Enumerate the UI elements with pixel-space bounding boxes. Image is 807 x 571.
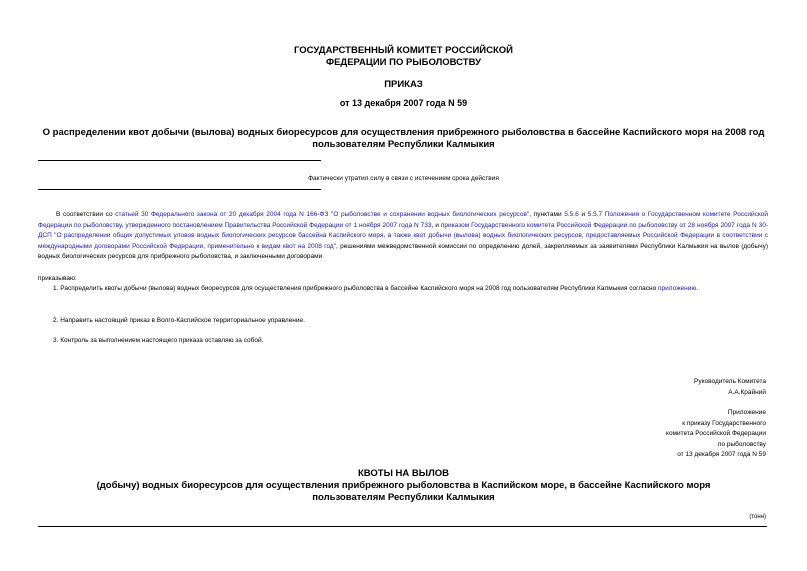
appendix-line-5: от 13 декабря 2007 года N 59 bbox=[677, 451, 766, 458]
item-1-end: . bbox=[696, 285, 699, 292]
unit-label: (тонн) bbox=[749, 514, 766, 520]
document-title: О распределении квот добычи (вылова) водных биоресурсов для осуществления прибрежного рыболовства в бассейне Каспийского моря на 2008 год пользователям Республики Калмыкия bbox=[42, 127, 765, 150]
divider-top bbox=[38, 160, 321, 161]
appendix-link[interactable]: приложению bbox=[658, 285, 697, 292]
quota-title bbox=[80, 468, 727, 504]
appendix-line-1: Приложение bbox=[727, 409, 766, 416]
divider-bottom bbox=[38, 189, 321, 190]
agency-line-1: ГОСУДАРСТВЕННЫЙ КОМИТЕТ РОССИЙСКОЙ bbox=[293, 45, 514, 56]
committee-order-link[interactable]: приказом Государственного комитета Российской Федерации по рыболовству от 28 ноября 2007 года N 30-ДСП "О распределении общих допустимых уловов водных биологических ресурсов бассейна Каспийского моря, а также квот добычи (вылова) водных биологических ресурсов, предоставляемых Российской Федерации в соответствии с международными договорами Российской Федерации, применительно к видам квот на 2008 год" bbox=[38, 221, 768, 250]
agency-line-2: ФЕДЕРАЦИИ ПО РЫБОЛОВСТВУ bbox=[325, 57, 481, 68]
appendix-line-3: комитета Российской Федерации bbox=[666, 430, 766, 437]
clause-5-5-6-link[interactable]: 5.5.6 bbox=[564, 211, 579, 218]
quota-title-line-2: (добычу) водных биоресурсов для осуществления прибрежного рыболовства в Каспийском море, в бассейне Каспийского моря пользователям Республики Калмыкия bbox=[96, 480, 711, 503]
intro-text-5: , решениями межведомственной комиссии по определению долей, закрепляемых за заявителями Республики Калмыкия на вылов (добычу) водных биологических ресурсов для прибрежного рыболовства, и заключенными договорами bbox=[38, 242, 768, 260]
order-item-3: 3. Контроль за выполнением настоящего приказа оставляю за собой. bbox=[53, 337, 264, 344]
intro-text-3: и bbox=[578, 211, 588, 218]
status-note: Фактически утратил силу в связи с истечением срока действия bbox=[308, 175, 499, 182]
order-date: от 13 декабря 2007 года N 59 bbox=[339, 98, 468, 108]
intro-text-4: , и bbox=[431, 221, 441, 229]
order-item-2: 2. Направить настоящий приказ в Волго-Каспийское территориальное управление. bbox=[53, 317, 305, 324]
regulation-link[interactable]: 5.5.7 Положения о Государственном комитете Российской Федерации по рыболовству, утвержденного постановлением Правительства Российской Федерации от 1 ноября 2007 года N 733 bbox=[38, 211, 768, 229]
appendix-line-2: к приказу Государственного bbox=[682, 419, 766, 427]
table-top-rule bbox=[38, 526, 767, 527]
signatory-name: А.А.Крайний bbox=[728, 389, 766, 396]
appendix-header bbox=[566, 408, 766, 461]
intro-text-1: В соответствии со bbox=[56, 211, 116, 218]
order-item-1 bbox=[38, 284, 768, 295]
appendix-line-4: по рыболовству bbox=[717, 440, 766, 448]
agency-name bbox=[0, 45, 807, 69]
orders-word: приказываю: bbox=[38, 275, 77, 282]
signatory-title: Руководитель Комитета bbox=[693, 378, 766, 385]
intro-text-2: , пунктами bbox=[529, 211, 565, 218]
item-1-text: 1. Распределить квоты добычи (вылова) водных биоресурсов для осуществления прибрежного рыболовства в бассейне Каспийского моря на 2008 год пользователям Республики Калмыкия согласно bbox=[53, 285, 659, 292]
quota-title-line-1: КВОТЫ НА ВЫЛОВ bbox=[358, 468, 449, 479]
law-article-link[interactable]: статьей 30 Федерального закона от 20 декабря 2004 года N 166-ФЗ "О рыболовстве и сохранении водных биологических ресурсов" bbox=[115, 211, 530, 218]
order-heading: ПРИКАЗ bbox=[384, 79, 423, 90]
intro-paragraph bbox=[38, 210, 768, 263]
